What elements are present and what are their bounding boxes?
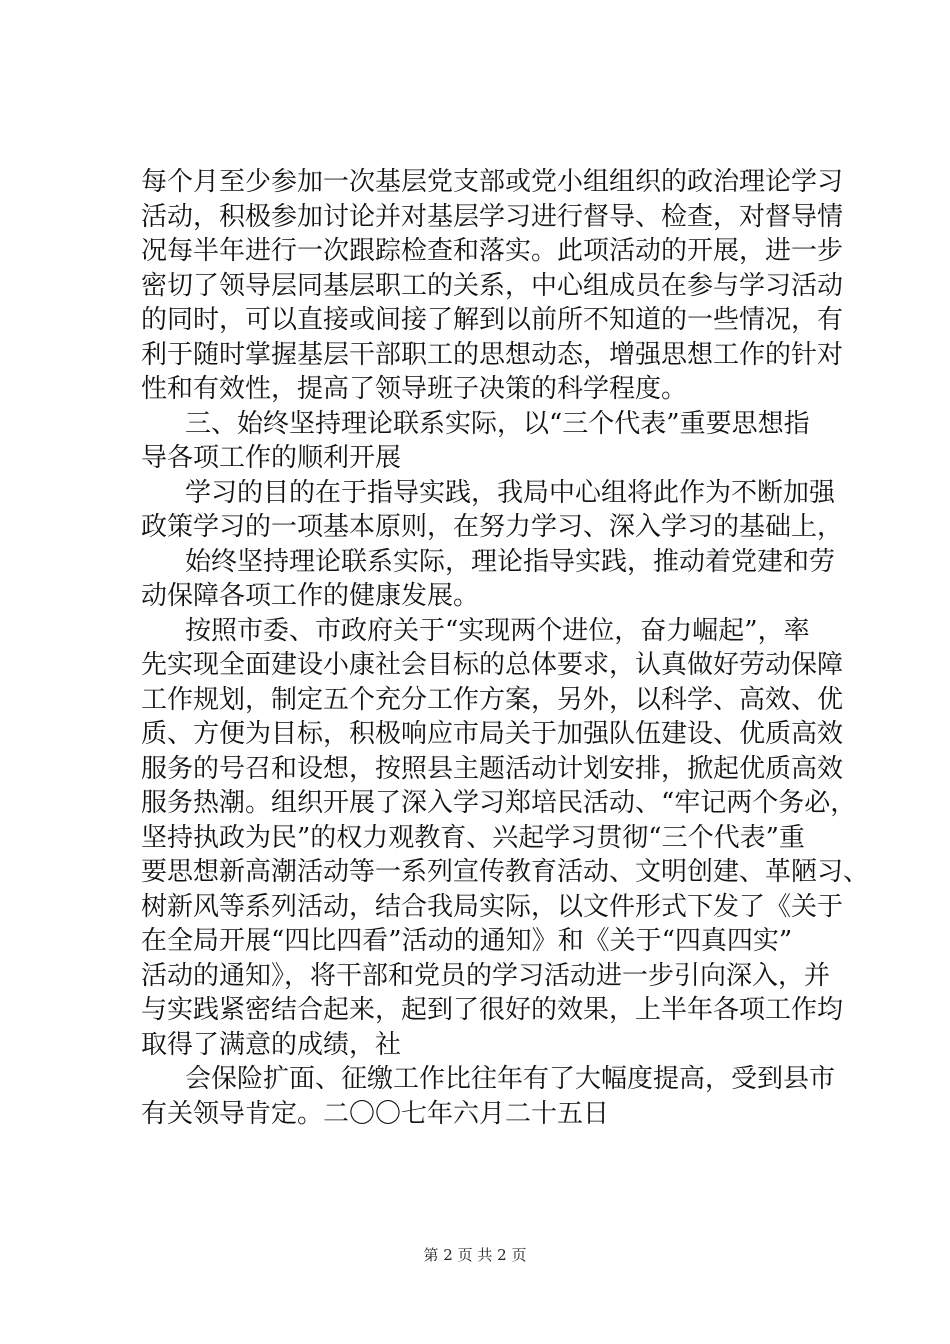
text-line: 按照市委、市政府关于“实现两个进位，奋力崛起”，率 bbox=[185, 615, 810, 646]
text-line: 取得了满意的成绩，社 bbox=[141, 1029, 402, 1060]
text-line: 活动，积极参加讨论并对基层学习进行督导、检查，对督导情 bbox=[141, 201, 844, 232]
text-line: 在全局开展“四比四看”活动的通知》和《关于“四真四实” bbox=[141, 926, 793, 956]
text-line: 性和有效性，提高了领导班子决策的科学程度。 bbox=[141, 374, 688, 404]
text-line: 树新风等系列活动，结合我局实际，以文件形式下发了《关于 bbox=[141, 891, 844, 922]
text-line: 要思想新高潮活动等一系列宣传教育活动、文明创建、革陋习、 bbox=[141, 857, 870, 887]
page-number-footer: 第 2 页 共 2 页 bbox=[423, 1246, 527, 1264]
text-line: 每个月至少参加一次基层党支部或党小组组织的政治理论学习 bbox=[141, 167, 844, 197]
text-line: 密切了领导层同基层职工的关系，中心组成员在参与学习活动 bbox=[141, 270, 844, 301]
document-body bbox=[141, 165, 870, 1131]
text-line: 有关领导肯定。二〇〇七年六月二十五日 bbox=[141, 1098, 610, 1129]
text-line: 坚持执政为民”的权力观教育、兴起学习贯彻“三个代表”重 bbox=[141, 822, 805, 853]
text-line: 始终坚持理论联系实际，理论指导实践，推动着党建和劳 bbox=[185, 546, 836, 577]
text-line: 的同时，可以直接或间接了解到以前所不知道的一些情况，有 bbox=[141, 305, 844, 335]
text-line: 质、方便为目标，积极响应市局关于加强队伍建设、优质高效 bbox=[141, 719, 844, 749]
text-line: 与实践紧密结合起来，起到了很好的效果，上半年各项工作均 bbox=[141, 995, 844, 1025]
text-line: 活动的通知》，将干部和党员的学习活动进一步引向深入，并 bbox=[141, 960, 831, 991]
text-line: 会保险扩面、征缴工作比往年有了大幅度提高，受到县市 bbox=[185, 1064, 836, 1094]
section-heading-line: 三、始终坚持理论联系实际，以“三个代表”重要思想指 bbox=[185, 408, 810, 439]
text-line: 服务的号召和设想，按照县主题活动计划安排，掀起优质高效 bbox=[141, 753, 844, 784]
text-line: 学习的目的在于指导实践，我局中心组将此作为不断加强 bbox=[185, 477, 836, 508]
text-line: 动保障各项工作的健康发展。 bbox=[141, 581, 480, 611]
text-line: 利于随时掌握基层干部职工的思想动态，增强思想工作的针对 bbox=[141, 339, 844, 370]
text-line: 政策学习的一项基本原则，在努力学习、深入学习的基础上， bbox=[141, 512, 844, 542]
text-line: 服务热潮。组织开展了深入学习郑培民活动、“牢记两个务必， bbox=[141, 788, 857, 818]
text-line: 况每半年进行一次跟踪检查和落实。此项活动的开展，进一步 bbox=[141, 236, 844, 266]
section-heading-line: 导各项工作的顺利开展 bbox=[141, 443, 402, 473]
text-line: 工作规划，制定五个充分工作方案，另外，以科学、高效、优 bbox=[141, 684, 844, 715]
text-line: 先实现全面建设小康社会目标的总体要求，认真做好劳动保障 bbox=[141, 650, 844, 680]
